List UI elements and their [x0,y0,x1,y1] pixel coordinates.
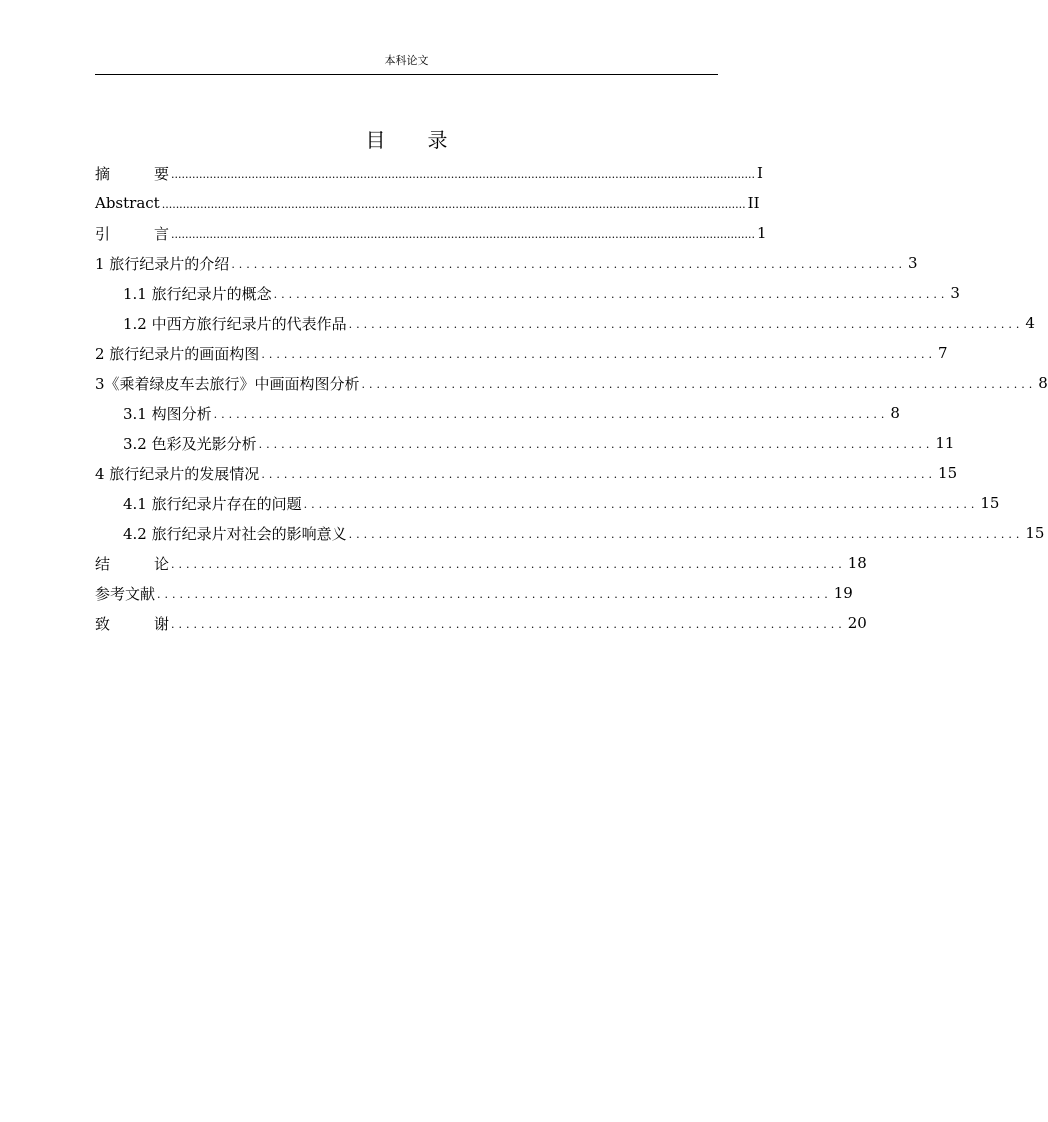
toc-title-char-1: 目 [365,128,386,152]
running-header [95,54,718,75]
toc-title-char-2: 录 [427,128,448,152]
toc-entry-conclusion[interactable] [95,548,867,578]
toc-page-number: 8 [1038,374,1048,392]
leader-dots: .......................................................................................... [213,408,889,421]
toc-entry-acknowledgements[interactable] [95,608,867,638]
toc-entry-chapter-2[interactable] [95,338,948,368]
toc-entry-label: 4.1 旅行纪录片存在的问题 [123,494,302,513]
leader-dots: .......................................................................................... [231,258,907,271]
toc-entry-section-3-1[interactable] [95,398,900,428]
toc-entry-label: 1.2 中西方旅行纪录片的代表作品 [123,314,347,333]
toc-entry-label: Abstract [95,194,160,212]
toc-entry-char: 言 [154,224,170,243]
leader-dots: ....................................................................................................................................................................... [171,168,755,181]
header-text: 本科论文 [384,54,429,67]
leader-dots: .......................................................................................... [361,378,1037,391]
toc-entry-section-4-1[interactable] [95,488,1000,518]
toc-entry-char: 要 [154,164,170,183]
leader-dots: .......................................................................................... [303,498,979,511]
leader-dots: ....................................................................................................................................................................... [161,198,746,211]
toc-page-number: II [747,194,760,212]
toc-entry-abstract-cn[interactable] [95,158,763,188]
toc-entry-chapter-1[interactable] [95,248,918,278]
leader-dots: ....................................................................................................................................................................... [171,228,755,241]
toc-entry-abstract-en[interactable] [95,188,760,218]
leader-dots: .......................................................................................... [261,468,937,481]
toc-entry-label: 3.1 构图分析 [123,404,212,423]
leader-dots: .......................................................................................... [258,438,934,451]
toc-entry-label: 2 旅行纪录片的画面构图 [95,344,260,363]
toc-entry-label: 3.2 色彩及光影分析 [123,434,257,453]
leader-dots: .......................................................................................... [348,528,1024,541]
toc-entry-section-4-2[interactable] [95,518,1045,548]
toc-page-number: 1 [756,224,767,242]
toc-entry-introduction[interactable] [95,218,767,248]
toc-page-number: 15 [1025,524,1045,542]
toc-page-number: 15 [980,494,1000,512]
toc-entry-label: 参考文献 [95,584,156,603]
toc-page-number: 20 [847,614,867,632]
toc-entry-chapter-3[interactable] [95,368,1048,398]
toc-page-number: 3 [908,254,918,272]
leader-dots: .......................................................................................... [171,558,846,571]
leader-dots: .......................................................................................... [171,618,846,631]
toc-page-number: 7 [938,344,948,362]
toc-entry-label: 1.1 旅行纪录片的概念 [123,284,272,303]
toc-entry-section-3-2[interactable] [95,428,955,458]
toc-page-number: 11 [935,434,955,452]
toc-title [95,125,718,155]
toc-entry-label: 4.2 旅行纪录片对社会的影响意义 [123,524,347,543]
toc-entry-chapter-4[interactable] [95,458,958,488]
toc-entry-char: 致 [95,614,111,633]
leader-dots: .......................................................................................... [261,348,937,361]
toc-entry-char: 结 [95,554,111,573]
leader-dots: .......................................................................................... [273,288,949,301]
toc-entry-char: 引 [95,224,111,243]
leader-dots: .......................................................................................... [348,318,1024,331]
toc-page-number: 19 [833,584,853,602]
toc-page-number: 3 [950,284,960,302]
toc-page-number: 8 [890,404,900,422]
toc-entry-char: 论 [154,554,170,573]
toc-page-number: 4 [1025,314,1035,332]
toc-entry-label: 4 旅行纪录片的发展情况 [95,464,260,483]
toc-entry-char: 谢 [154,614,170,633]
toc-page-number: 18 [847,554,867,572]
toc-page-number: 15 [938,464,958,482]
toc-page-number: I [756,164,763,182]
toc-entry-section-1-1[interactable] [95,278,960,308]
leader-dots: .......................................................................................... [157,588,832,601]
toc-entry-references[interactable] [95,578,853,608]
toc-entry-char: 摘 [95,164,111,183]
toc-entry-label: 1 旅行纪录片的介绍 [95,254,230,273]
table-of-contents [95,158,1048,638]
toc-entry-label: 3《乘着绿皮车去旅行》中画面构图分析 [95,374,360,393]
toc-entry-section-1-2[interactable] [95,308,1035,338]
